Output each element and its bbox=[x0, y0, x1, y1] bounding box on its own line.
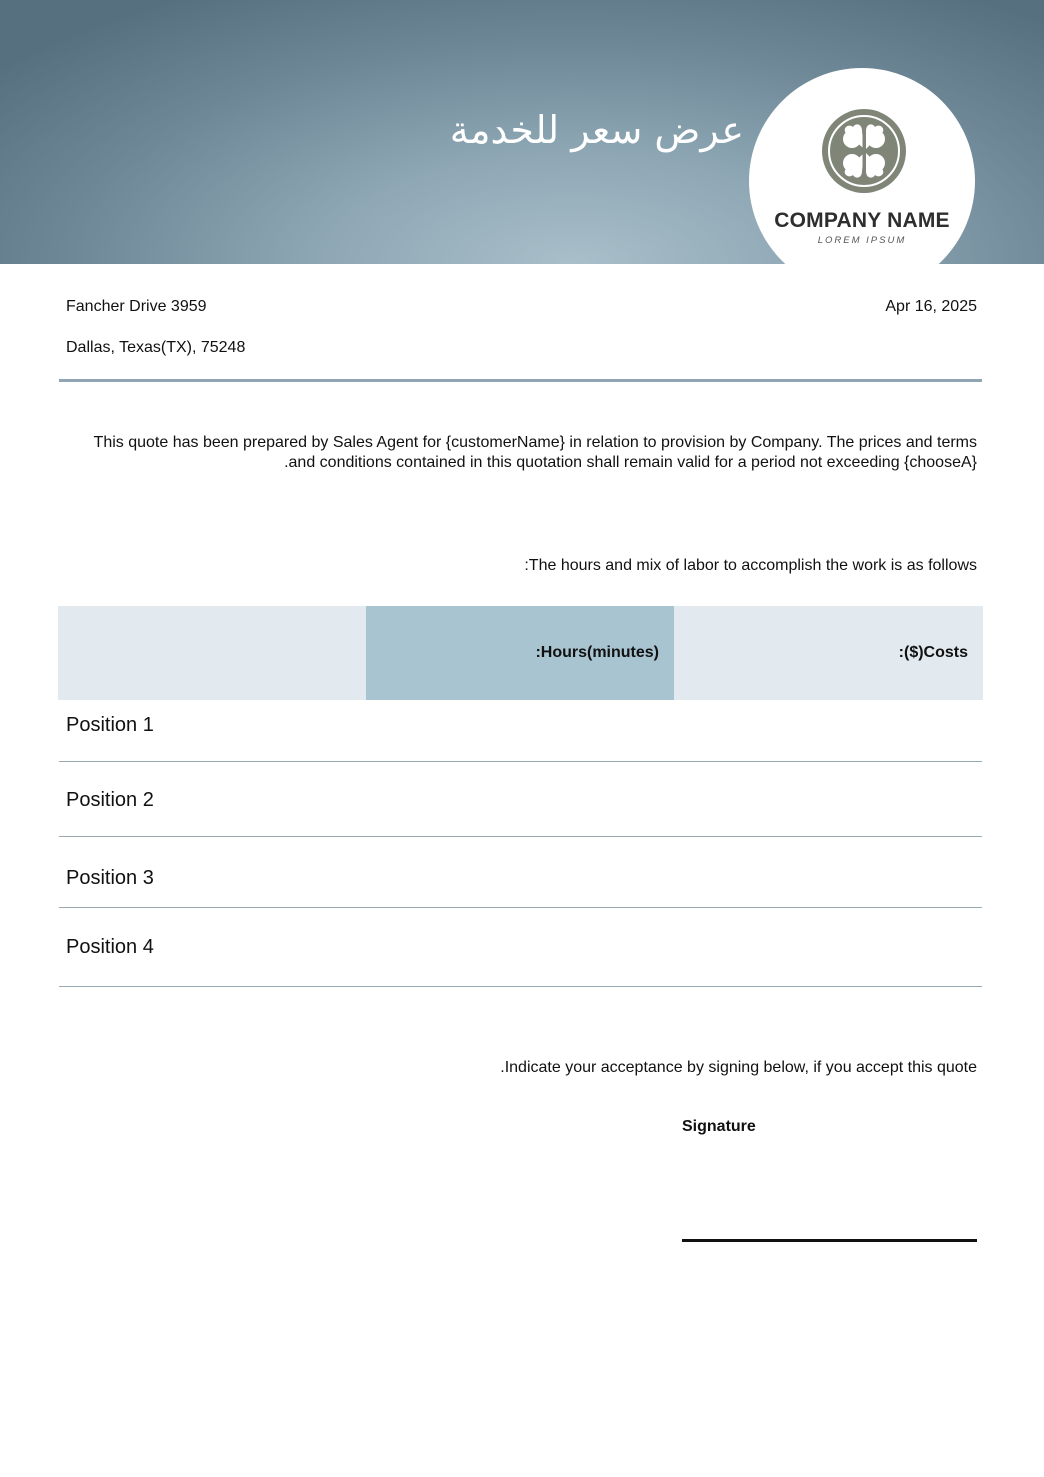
acceptance-text: Indicate your acceptance by signing below, if you accept this quote. bbox=[500, 1059, 977, 1076]
table-header bbox=[58, 606, 983, 700]
position-label: Position 4 bbox=[66, 936, 154, 958]
header-banner bbox=[0, 0, 1044, 264]
address-line-1: Fancher Drive 3959 bbox=[66, 298, 207, 315]
document-title: عرض سعر للخدمة bbox=[449, 108, 744, 152]
table-row bbox=[59, 837, 982, 908]
table-row bbox=[59, 908, 982, 987]
company-name: COMPANY NAME bbox=[774, 209, 950, 232]
labor-intro: The hours and mix of labor to accomplish the work is as follows: bbox=[524, 557, 977, 574]
table-row bbox=[59, 700, 982, 762]
company-logo bbox=[749, 68, 975, 264]
position-label: Position 1 bbox=[66, 714, 154, 736]
table-header-cell bbox=[58, 606, 366, 700]
section-divider bbox=[59, 379, 982, 382]
four-leaf-clover-icon bbox=[822, 109, 906, 193]
table-header-hours: :Hours(minutes) bbox=[366, 606, 674, 700]
signature-line[interactable] bbox=[682, 1239, 977, 1242]
intro-paragraph: This quote has been prepared by Sales Agent for {customerName} in relation to provision by Company. The prices and terms and conditions contained in this quotation shall remain valid for a period not exceeding {chooseA}. bbox=[93, 434, 977, 471]
table-header-costs: :($)Costs bbox=[674, 606, 983, 700]
quote-date: Apr 16, 2025 bbox=[885, 298, 977, 315]
address-line-2: Dallas, Texas(TX), 75248 bbox=[66, 339, 246, 356]
table-row bbox=[59, 762, 982, 837]
position-label: Position 3 bbox=[66, 867, 154, 889]
company-tagline: LOREM IPSUM bbox=[817, 235, 907, 246]
position-label: Position 2 bbox=[66, 789, 154, 811]
signature-label: Signature bbox=[682, 1118, 756, 1135]
labor-table bbox=[58, 606, 983, 958]
